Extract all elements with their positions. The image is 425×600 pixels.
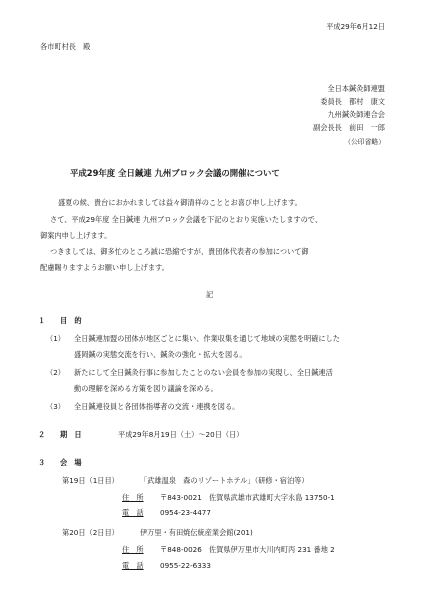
day-1-label: 第19日（1日目）: [62, 476, 119, 485]
body-line: 配慮賜りますようお願い申し上げます。: [40, 263, 169, 272]
day-1-tel: 0954-23-4477: [160, 508, 211, 517]
section-2-number: ２: [38, 430, 46, 439]
body-line: さて、平成29年度 全日鍼連 九州ブロック会議を下記のとおり実施いたしますので、: [50, 215, 323, 224]
day-1-tel-label: 電 話: [122, 508, 144, 517]
day-2-tel: 0955-22-6333: [160, 561, 211, 570]
body-line: 盛夏の候、貴台におかれましては益々御清祥のこととお喜び申し上げます。: [58, 198, 302, 207]
document-title: 平成29年度 全日鍼連 九州ブロック会議の開催について: [70, 168, 280, 178]
item-number: （3）: [46, 402, 65, 411]
day-1-address-label: 住 所: [122, 493, 144, 502]
day-2-tel-label: 電 話: [122, 561, 144, 570]
sender-line-4: 副会長長 前田 一郎: [313, 123, 385, 132]
addressee: 各市町村長 殿: [40, 42, 91, 51]
sender-line-1: 全日本鍼灸師連盟: [327, 84, 385, 93]
section-1-number: １: [38, 316, 46, 325]
item-text: 全日鍼連役員と各団体指導者の交流・連携を図る。: [74, 402, 240, 411]
sender-line-3: 九州鍼灸師連合会: [327, 110, 385, 119]
item-text: 動の理解を深める方策を図り議論を深める。: [74, 384, 218, 393]
day-2-label: 第20日（2日目）: [62, 528, 119, 537]
section-2-label: 期 日: [60, 430, 82, 439]
ki-heading: 記: [206, 290, 214, 299]
section-1-label: 目 的: [60, 316, 82, 325]
event-dates: 平成29年8月19日（土）～20日（日）: [118, 430, 244, 439]
day-2-address: 〒848-0026 佐賀県伊万里市大川内町丙 231 番地 2: [160, 545, 335, 554]
sender-line-2: 委員長 都村 康文: [320, 97, 385, 106]
body-line: つきましては、御多忙のところ誠に恐縮ですが、貴団体代表者の参加について御: [50, 247, 309, 256]
day-2-address-label: 住 所: [122, 545, 144, 554]
body-line: 御案内申し上げます。: [40, 231, 112, 240]
item-text: 全日鍼連加盟の団体が地区ごとに集い、作業収集を通じて地域の実態を明確にした: [74, 334, 340, 343]
day-1-venue: 「武雄温泉 森のリゾートホテル」（研修・宿泊等）: [140, 476, 309, 485]
section-3-number: ３: [38, 458, 46, 467]
section-3-label: 会 場: [60, 458, 82, 467]
item-number: （1）: [46, 334, 65, 343]
day-2-venue: 伊万里・有田焼伝統産業会館(201): [140, 528, 253, 537]
day-1-address: 〒843-0021 佐賀県武雄市武雄町大字永島 13750-1: [160, 493, 335, 502]
seal-omitted-label: （公印省略）: [344, 138, 385, 146]
document-date: 平成29年6月12日: [326, 22, 385, 31]
item-text: 盛岡鍼の実態交流を行い、鍼灸の強化・拡大を図る。: [74, 350, 247, 359]
item-number: （2）: [46, 368, 65, 377]
item-text: 新たにして全日鍼灸行事に参加したことのない会員を参加の実現し、全日鍼連活: [74, 368, 333, 377]
